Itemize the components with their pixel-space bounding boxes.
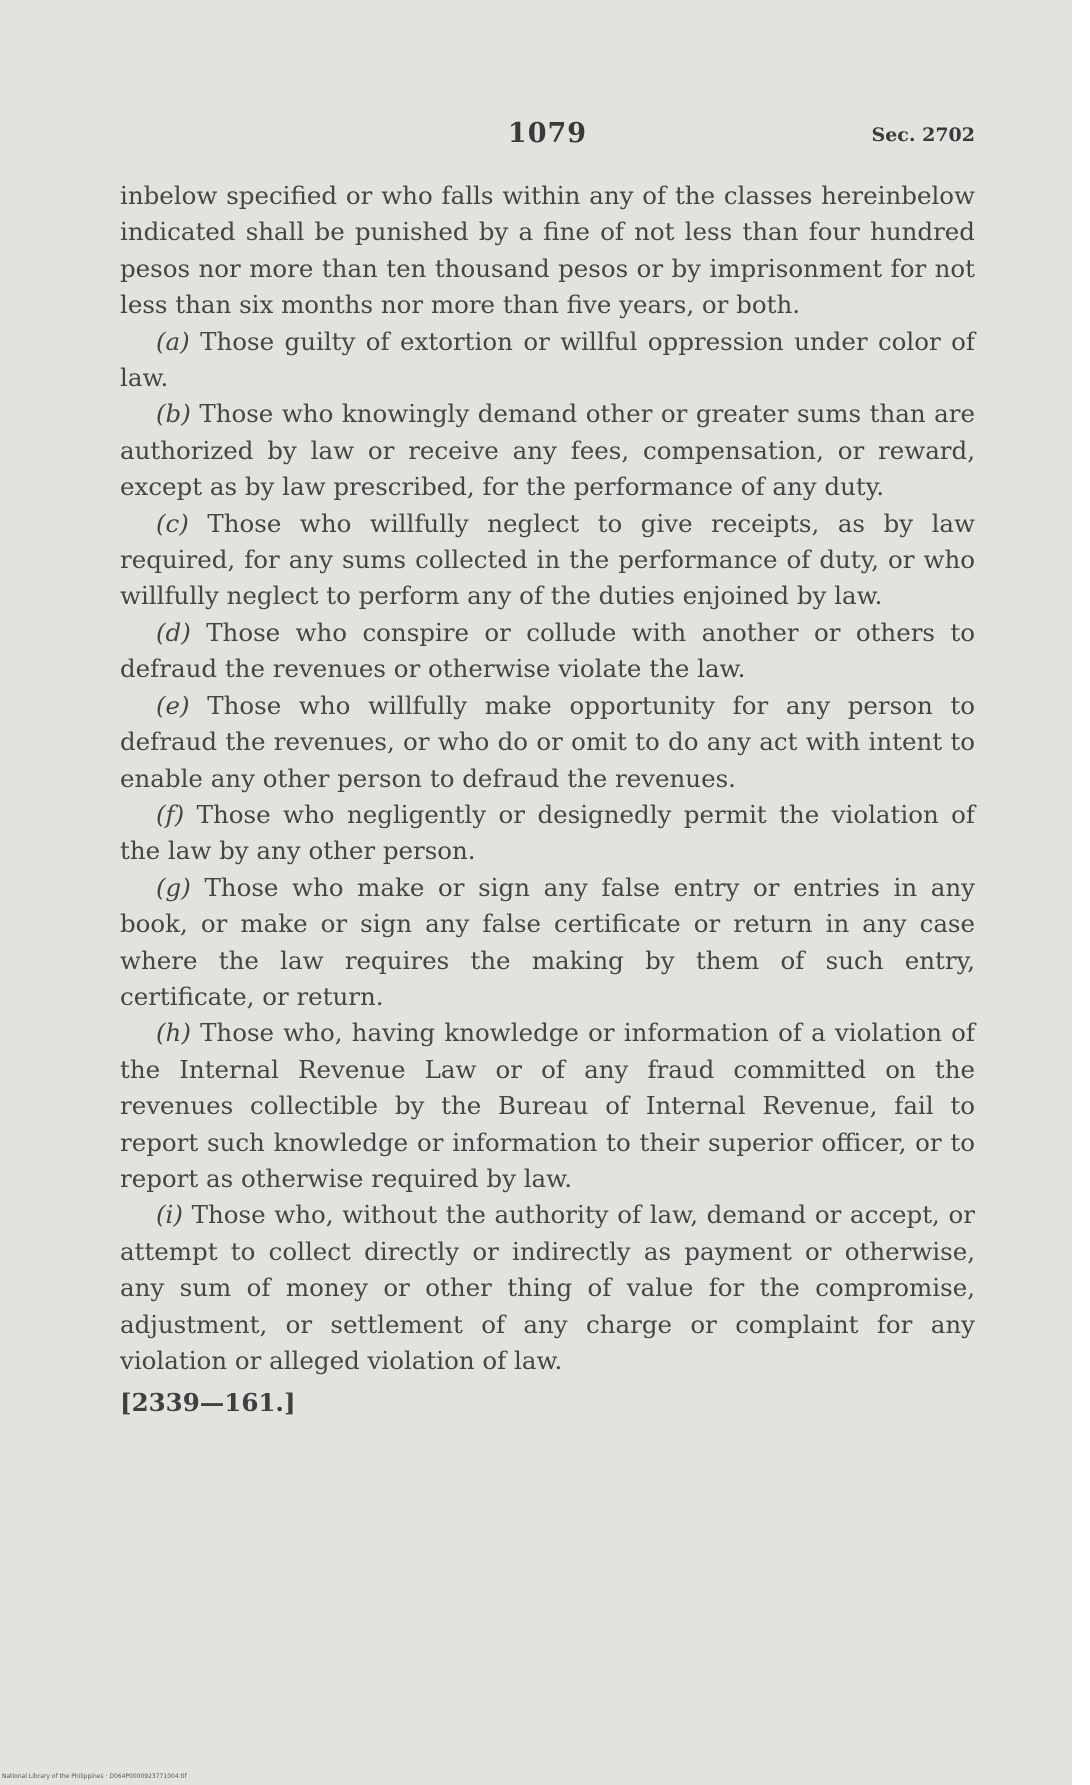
clause-a	[120, 324, 975, 397]
section-reference: Sec. 2702	[871, 124, 975, 146]
clause-text: Those who knowingly demand other or greater sums than are authorized by law or receive any fees, compensation, or reward, except as by law prescribed, for the performance of any duty.	[120, 399, 975, 502]
scan-margin	[1072, 0, 1090, 1785]
clause-text: Those who willfully neglect to give receipts, as by law required, for any sums collected in the performance of duty, or who willfully neglect to perform any of the duties enjoined by law.	[120, 508, 975, 611]
footer-source: National Library of the Philippines	[2, 1773, 104, 1780]
statute-citation: [2339—161.]	[120, 1388, 296, 1418]
clause-g	[120, 870, 975, 1016]
clause-label: (g)	[156, 872, 191, 902]
page-number: 1079	[507, 118, 588, 149]
clause-f	[120, 797, 975, 870]
clause-label: (e)	[156, 690, 190, 720]
clause-text: Those who conspire or collude with another or others to defraud the revenues or otherwise violate the law.	[120, 617, 975, 684]
clause-label: (c)	[156, 508, 189, 538]
clause-d	[120, 615, 975, 688]
clause-label: (b)	[156, 399, 191, 429]
clause-label: (i)	[156, 1200, 183, 1230]
footer-file-id: D064P0000923771004.tif	[109, 1773, 187, 1780]
clause-text: Those who negligently or designedly permit the violation of the law by any other person.	[120, 799, 975, 866]
clause-i	[120, 1197, 975, 1379]
opening-paragraph: inbelow specified or who falls within any of the classes hereinbelow indicated shall be punished by a fine of not less than four hundred pesos nor more than ten thousand pesos or by imprisonment for not less than six months nor more than five years, or both.	[120, 181, 975, 320]
clause-text: Those who make or sign any false entry or entries in any book, or make or sign any false certificate or return in any case where the law requires the making by them of such entry, certificate, or return.	[120, 872, 975, 1011]
footer-separator: ·	[105, 1773, 110, 1780]
clause-label: (h)	[156, 1018, 191, 1048]
clause-label: (a)	[156, 326, 190, 356]
clause-c	[120, 506, 975, 615]
page-body	[120, 178, 975, 1422]
clause-h	[120, 1015, 975, 1197]
clause-e	[120, 688, 975, 797]
clause-b	[120, 396, 975, 505]
clause-label: (d)	[156, 617, 191, 647]
clause-text: Those who willfully make opportunity for any person to defraud the revenues, or who do or omit to do any act with intent to enable any other person to defraud the revenues.	[120, 690, 975, 793]
clause-text: Those guilty of extortion or willful oppression under color of law.	[120, 326, 975, 393]
clause-text: Those who, without the authority of law, demand or accept, or attempt to collect directly or indirectly as payment or otherwise, any sum of money or other thing of value for the compromise, adjustment, or settlement of any charge or complaint for any violation or alleged violation of law.	[120, 1200, 975, 1375]
clause-text: Those who, having knowledge or information of a violation of the Internal Revenue Law or of any fraud committed on the revenues collectible by the Bureau of Internal Revenue, fail to report such knowledge or information to their superior officer, or to report as otherwise required by law.	[120, 1018, 975, 1193]
page-header	[120, 118, 975, 158]
scan-footer	[2, 1773, 187, 1780]
clause-label: (f)	[156, 799, 185, 829]
